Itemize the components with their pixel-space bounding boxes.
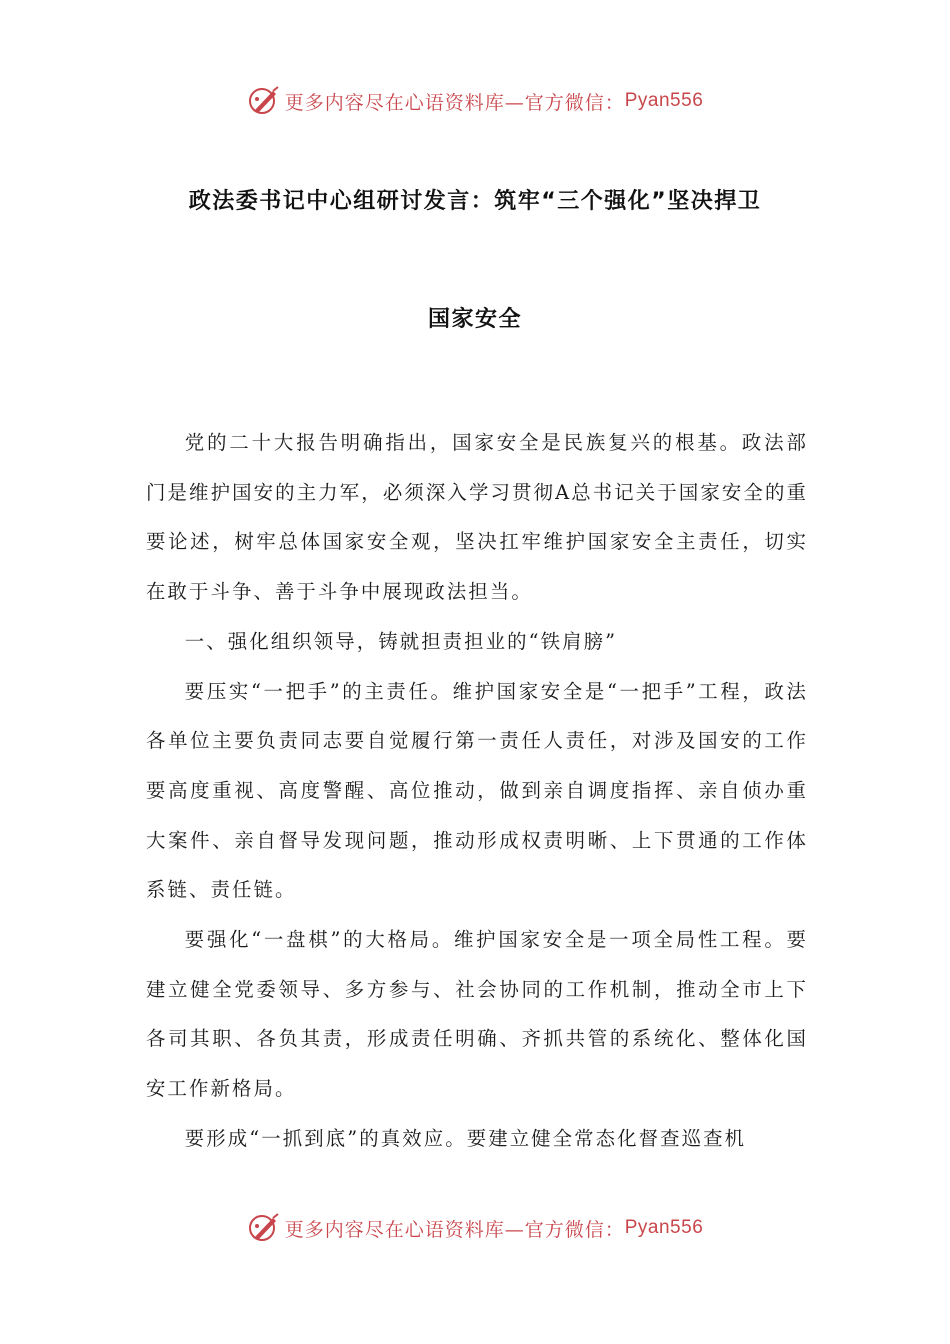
paragraph: 要形成“一抓到底”的真效应。要建立健全常态化督查巡查机 (184, 1126, 747, 1150)
header-watermark (0, 86, 950, 121)
section-heading-1: 一、强化组织领导，铸就担责担业的“铁肩膀” (184, 629, 618, 653)
footer-watermark (0, 1213, 950, 1248)
paragraph-intro: 党的二十大报告明确指出，国家安全是民族复兴的根基。政法部门是维护国安的主力军，必须深入学习贯彻A总书记关于国家安全的重要论述，树牢总体国家安全观，坚决扛牢维护国家安全主责任，切实在敢于斗争、善于斗争中展现政法担当。 (146, 431, 808, 604)
pen-logo-icon (247, 86, 281, 116)
watermark-text: 更多内容尽在心语资料库—官方微信： (284, 1218, 625, 1241)
watermark-text: 更多内容尽在心语资料库—官方微信： (284, 91, 625, 114)
document-body (146, 418, 808, 1164)
document-title-line-2: 国家安全 (427, 307, 522, 332)
document-title-line-1: 政法委书记中心组研讨发言：筑牢“三个强化”坚决捍卫 (188, 189, 762, 214)
paragraph: 要强化“一盘棋”的大格局。维护国家安全是一项全局性工程。要建立健全党委领导、多方参与、社会协同的工作机制，推动全市上下各司其职、各负其责，形成责任明确、齐抓共管的系统化、整体化国安工作新格局。 (146, 928, 808, 1101)
paragraph: 要压实“一把手”的主责任。维护国家安全是“一把手”工程，政法各单位主要负责同志要自觉履行第一责任人责任，对涉及国安的工作要高度重视、高度警醒、高位推动，做到亲自调度指挥、亲自侦办重大案件、亲自督导发现问题，推动形成权责明晰、上下贯通的工作体系链、责任链。 (146, 679, 808, 902)
pen-logo-icon (247, 1213, 281, 1243)
watermark-wechat-id: Pyan556 (624, 1217, 704, 1238)
watermark-wechat-id: Pyan556 (624, 90, 704, 111)
